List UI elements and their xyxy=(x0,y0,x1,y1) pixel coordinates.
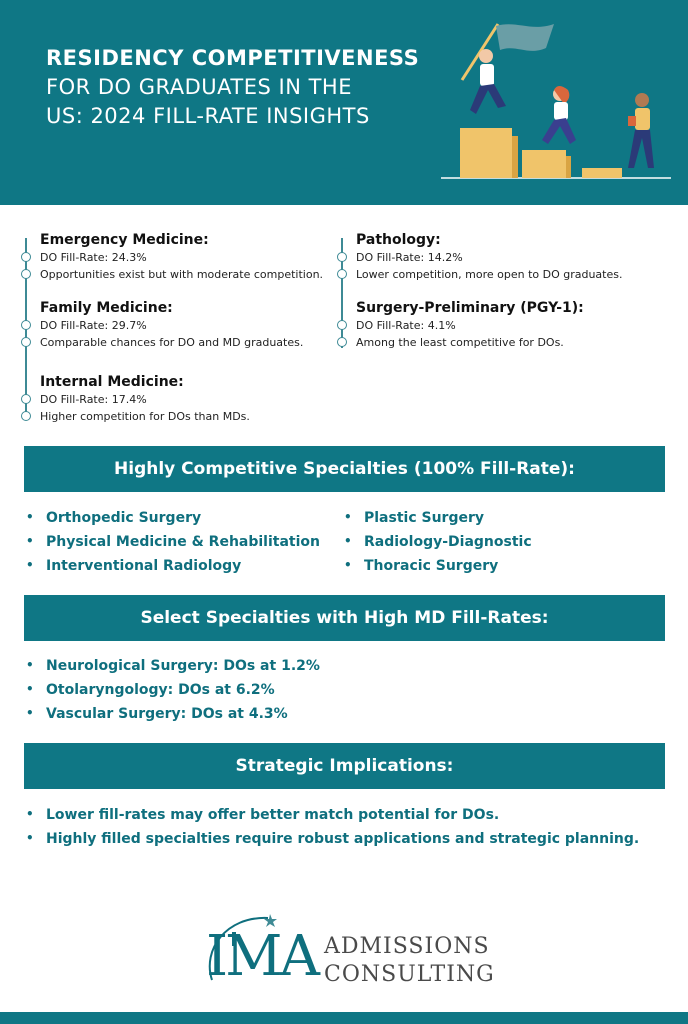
specialty-title: Emergency Medicine: xyxy=(40,232,209,248)
list-item: • Neurological Surgery: DOs at 1.2% xyxy=(26,658,320,674)
title-line-3: US: 2024 FILL-RATE INSIGHTS xyxy=(46,104,370,128)
podium-block-1 xyxy=(460,128,512,178)
list-item: • Orthopedic Surgery xyxy=(26,510,202,526)
specialty-note: Comparable chances for DO and MD graduates. xyxy=(40,336,304,349)
specialty-rate: DO Fill-Rate: 14.2% xyxy=(356,251,463,264)
strategic-heading: Strategic Implications: xyxy=(235,756,454,776)
timeline-dot xyxy=(337,269,347,279)
header-banner xyxy=(0,0,688,205)
bullet: • xyxy=(344,558,352,572)
bullet: • xyxy=(26,682,34,696)
footer-bar xyxy=(0,1012,688,1024)
flag xyxy=(496,24,554,51)
specialty-title: Family Medicine: xyxy=(40,300,173,316)
timeline-dot xyxy=(337,337,347,347)
strategic-heading-banner xyxy=(24,743,665,789)
specialty-note: Lower competition, more open to DO graduates. xyxy=(356,268,623,281)
high-md-heading-banner xyxy=(24,595,665,641)
bullet: • xyxy=(26,706,34,720)
bullet: • xyxy=(26,658,34,672)
timeline-dot xyxy=(337,252,347,262)
bullet: • xyxy=(344,534,352,548)
bullet: • xyxy=(26,807,34,821)
list-item: • Vascular Surgery: DOs at 4.3% xyxy=(26,706,288,722)
timeline-dot xyxy=(21,252,31,262)
timeline-dot xyxy=(21,411,31,421)
high-md-heading: Select Specialties with High MD Fill-Rates: xyxy=(140,608,549,628)
specialty-rate: DO Fill-Rate: 17.4% xyxy=(40,393,147,406)
podium-block-3 xyxy=(582,168,622,178)
competitive-heading: Highly Competitive Specialties (100% Fill-Rate): xyxy=(114,459,575,479)
bullet: • xyxy=(26,558,34,572)
logo-word-consulting: CONSULTING xyxy=(324,962,495,987)
bullet: • xyxy=(26,534,34,548)
specialty-title: Surgery-Preliminary (PGY-1): xyxy=(356,300,584,316)
specialty-note: Opportunities exist but with moderate competition. xyxy=(40,268,324,281)
page-title xyxy=(46,44,446,131)
timeline-dot xyxy=(337,320,347,330)
logo-word-admissions: ADMISSIONS xyxy=(324,934,490,959)
list-item: • Physical Medicine & Rehabilitation xyxy=(26,534,320,550)
list-item: • Thoracic Surgery xyxy=(344,558,499,574)
timeline-dot xyxy=(21,394,31,404)
person-1-head xyxy=(479,49,493,63)
specialty-rate: DO Fill-Rate: 24.3% xyxy=(40,251,147,264)
logo-letters: IMA xyxy=(206,924,317,989)
bullet: • xyxy=(26,510,34,524)
list-item: • Radiology-Diagnostic xyxy=(344,534,532,550)
list-item: • Lower fill-rates may offer better match potential for DOs. xyxy=(26,807,500,823)
specialty-title: Internal Medicine: xyxy=(40,374,184,390)
bullet: • xyxy=(344,510,352,524)
bullet: • xyxy=(26,831,34,845)
list-item: • Highly filled specialties require robust applications and strategic planning. xyxy=(26,831,640,847)
podium-climbers-illustration xyxy=(436,18,676,188)
list-item: • Otolaryngology: DOs at 6.2% xyxy=(26,682,275,698)
timeline-dot xyxy=(21,320,31,330)
specialty-title: Pathology: xyxy=(356,232,441,248)
specialty-rate: DO Fill-Rate: 4.1% xyxy=(356,319,456,332)
title-line-2: FOR DO GRADUATES IN THE xyxy=(46,75,352,99)
timeline-dot xyxy=(21,269,31,279)
title-line-1: RESIDENCY COMPETITIVENESS xyxy=(46,46,420,70)
specialty-rate: DO Fill-Rate: 29.7% xyxy=(40,319,147,332)
timeline-dot xyxy=(21,337,31,347)
podium-block-2 xyxy=(522,150,566,178)
specialty-note: Higher competition for DOs than MDs. xyxy=(40,410,250,423)
list-item: • Plastic Surgery xyxy=(344,510,485,526)
list-item: • Interventional Radiology xyxy=(26,558,242,574)
competitive-heading-banner xyxy=(24,446,665,492)
ima-admissions-logo xyxy=(196,910,496,996)
specialty-note: Among the least competitive for DOs. xyxy=(356,336,564,349)
